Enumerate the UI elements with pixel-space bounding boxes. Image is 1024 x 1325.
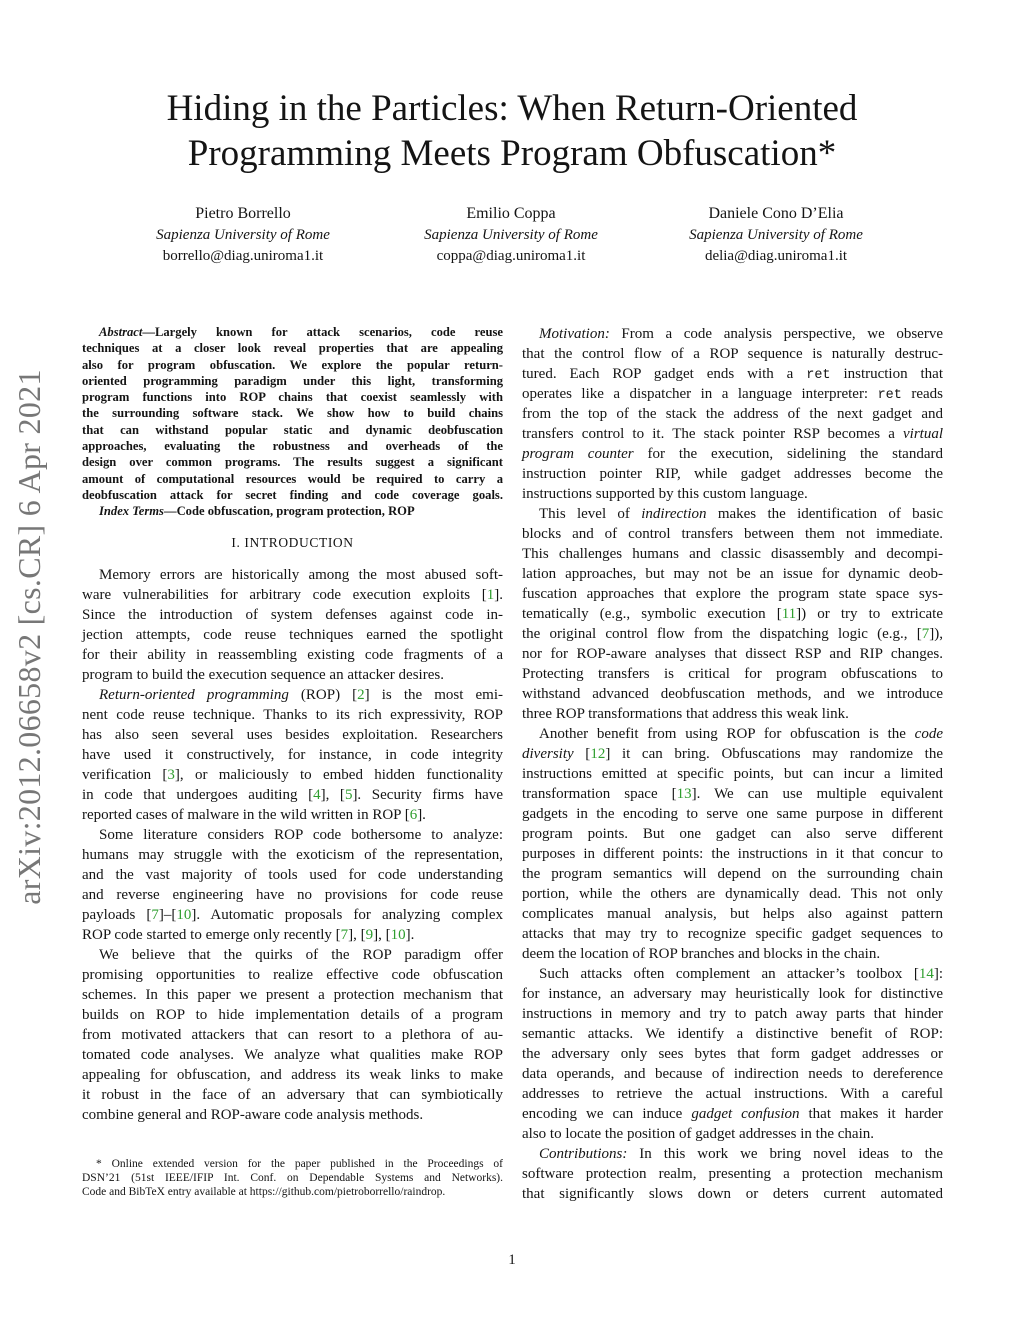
index-terms: Index Terms—Code obfuscation, program protection, ROP [99, 504, 415, 519]
text-line: payloads [7]–[10]. Automatic proposals for analyzing complex [82, 906, 503, 923]
citation-link[interactable]: 9 [365, 926, 374, 943]
text-line: in code that undergoes auditing [4], [5]. Security firms have [82, 786, 503, 803]
citation-link[interactable]: 10 [176, 906, 192, 923]
text-line: Such attacks often complement an attacker’s toolbox [14]: [539, 966, 943, 982]
citation-link[interactable]: 14 [918, 966, 934, 982]
author-block [113, 203, 373, 267]
abstract-line: that can withstand popular static and dynamic deobfuscation [82, 422, 503, 437]
abstract-line: approaches, evaluating the robustness and overheads of the [82, 439, 503, 454]
text-line: Contributions: In this work we bring novel ideas to the [539, 1146, 943, 1162]
citation-link[interactable]: 7 [921, 626, 930, 642]
left-column [82, 324, 503, 1125]
citation-link[interactable]: 2 [357, 686, 365, 703]
text-line: tematically (e.g., symbolic execution [11]) or try to extricate [522, 606, 943, 622]
intro-paragraph-3: Some literature considers ROP code bothersome to analyze: humans may struggle with the exoticism of the representation, and the vast majority of tools used for code understanding and reverse engineering have no provisions for code reuse payloads [7]–[10]. Automatic proposals for analyzing complex ROP code started to emerge only recently [7], [9], [10]. [82, 826, 503, 943]
text-line: transfers control to it. The stack pointer RSP becomes a virtual [522, 426, 943, 442]
abstract-line: amount of computational resources would be required to carry a [82, 471, 503, 486]
text-line: encoding we can induce gadget confusion that makes it harder [522, 1106, 943, 1122]
right-column [522, 324, 943, 1204]
text-line: tured. Each ROP gadget ends with a ret instruction that [522, 366, 943, 383]
text-line: transformation space [13]. We can use multiple equivalent [522, 786, 943, 802]
text-line: operates like a dispatcher in a language interpreter: ret reads [522, 386, 944, 403]
author-email: borrello@diag.uniroma1.it [162, 248, 324, 264]
text-line: Return-oriented programming (ROP) [2] is the most emi- [99, 686, 503, 703]
author-name: Daniele Cono D’Elia [708, 205, 844, 222]
footnote-line: * Online extended version for the paper published in the Proceedings of [96, 1158, 503, 1170]
text-line: Another benefit from using ROP for obfuscation is the code [539, 726, 943, 742]
title-line-1: Hiding in the Particles: When Return-Oriented [166, 88, 858, 129]
abstract-label: Abstract [99, 325, 143, 339]
citation-link[interactable]: 13 [676, 786, 692, 802]
title-line-2: Programming Meets Program Obfuscation* [187, 133, 837, 174]
citation-link[interactable]: 11 [781, 606, 797, 622]
text-line: program counter for the execution, sidelining the standard [522, 446, 943, 462]
footnote-line: Code and BibTeX entry available at https://github.com/pietroborrello/raindrop. [82, 1186, 446, 1198]
text-line: ware vulnerabilities for arbitrary code execution exploits [1]. [82, 586, 503, 603]
motivation-paragraph: Motivation: From a code analysis perspective, we observe that the control flow of a ROP sequence is naturally destruc- tured. Each ROP gadget ends with a ret instruction that operates like a dispatcher in a language interpreter: ret reads from the top of the stack the address of the next gadget and transfers control to it. The stack pointer RSP becomes a virtual program counter for the execution, sidelining the standard instruction pointer RIP, while gadget addresses become the instructions supported by this custom language. [522, 326, 944, 502]
abstract-line: techniques at a closer look reveal properties that are appealing [82, 341, 503, 356]
text-line: Motivation: From a code analysis perspective, we observe [539, 326, 943, 342]
citation-link[interactable]: 1 [486, 586, 495, 603]
intro-paragraph-4: We believe that the quirks of the ROP paradigm offer promising opportunities to realize effective code obfuscation schemes. In this paper we present a protection mechanism that builds on ROP to hide implementation details of a program from motivated attackers that can resort to a plethora of au- tomated code analyses. We analyze what qualities make ROP appealing for obfuscation, and address its weak links to make it robust in the face of an adversary that can symbiotically combine general and ROP-aware code analysis methods. [82, 946, 503, 1123]
author-email: delia@diag.uniroma1.it [704, 248, 848, 264]
abstract-line: oriented programming paradigm under this light, transforming [82, 373, 503, 388]
author-name: Emilio Coppa [466, 205, 556, 222]
citation-link[interactable]: 4 [313, 786, 321, 803]
page-number: 1 [508, 1252, 516, 1268]
abstract-line: deobfuscation attack for secret finding and code coverage goals. [82, 487, 503, 502]
footnote-line: DSN’21 (51st IEEE/IFIP Int. Conf. on Dependable Systems and Networks). [82, 1172, 503, 1184]
citation-link[interactable]: 7 [151, 906, 159, 923]
attacks-paragraph: Such attacks often complement an attacker’s toolbox [14]: for instance, an adversary may heuristically look for distinctive instructions in memory and try to patch away parts that hinder semantic attacks. We identify a distinctive benefit of ROP: the adversary only sees bytes that form gadget addresses or data operands, and because of indirection needs to dereference addresses to retrieve the actual instructions. With a careful encoding we can induce gadget confusion that makes it harder also to locate the position of gadget addresses in the chain. [522, 966, 943, 1142]
section-heading: I. INTRODUCTION [231, 534, 354, 550]
abstract [82, 324, 503, 520]
author-affiliation: Sapienza University of Rome [424, 227, 598, 243]
intro-paragraph-2: Return-oriented programming (ROP) [2] is the most emi- nent code reuse technique. Thanks to its rich expressivity, ROP has also seen several uses besides exploitation. Researchers have used it constructively, for instance, in code integrity verification [3], or maliciously to embed hidden functionality in code that undergoes auditing [4], [5]. Security firms have reported cases of malware in the wild written in ROP [6]. [82, 686, 503, 823]
text-line: diversity [12] it can bring. Obfuscations may randomize the [522, 746, 944, 762]
text-line: This level of indirection makes the identification of basic [539, 506, 943, 522]
abstract-line: Abstract—Largely known for attack scenarios, code reuse [99, 325, 503, 339]
citation-link[interactable]: 3 [167, 766, 175, 783]
footnote [82, 1157, 503, 1199]
arxiv-stamp: arXiv:2012.06658v2 [cs.CR] 6 Apr 2021 [11, 369, 47, 905]
abstract-line: the surrounding software stack. We show how to build chains [82, 406, 503, 421]
citation-link[interactable]: 6 [409, 806, 418, 823]
author-name: Pietro Borrello [195, 205, 291, 222]
contributions-paragraph: Contributions: In this work we bring novel ideas to the software protection realm, presenting a protection mechanism that significantly slows down or deters current automated [522, 1146, 943, 1202]
text-line: ROP code started to emerge only recently [7], [9], [10]. [82, 926, 415, 943]
author-email: coppa@diag.uniroma1.it [436, 248, 586, 264]
author-block [381, 203, 641, 267]
author-block [646, 203, 906, 267]
citation-link[interactable]: 12 [590, 746, 606, 762]
text-line: reported cases of malware in the wild written in ROP [6]. [82, 806, 426, 823]
diversity-paragraph: Another benefit from using ROP for obfuscation is the code diversity [12] it can bring. Obfuscations may randomize the instructions emitted at specific points, but can incur a limited transformation space [13]. We can use multiple equivalent gadgets in the encoding to serve one same purpose in different program points. But one gadget can also serve different purposes in different points: the instructions in it that concur to the program semantics will depend on the surrounding chain portion, while the others are dynamically dead. This not only complicates manual analysis, but helps also against pattern attacks that may try to recognize specific gadget sequences to deem the location of ROP branches and blocks in the chain. [522, 726, 944, 962]
citation-link[interactable]: 5 [344, 786, 353, 803]
indirection-paragraph: This level of indirection makes the identification of basic blocks and of control transfers between them not immediate. This challenges humans and classic disassembly and decompi- lation approaches, but may not be an issue for dynamic deob- fuscation approaches that explore the program state space sys- tematically (e.g., symbolic execution [11]) or try to extricate the original control flow from the dispatching logic (e.g., [7]), nor for ROP-aware analyses that dissect RSP and RIP changes. Protecting transfers is critical for program obfuscations to withstand advanced deobfuscation methods, and we introduce three ROP transformations that address this weak link. [522, 506, 943, 722]
abstract-line: design over common programs. The results suggest a significant [82, 455, 503, 470]
text-line: verification [3], or maliciously to embed hidden functionality [82, 766, 503, 783]
index-terms-label: Index Terms [99, 504, 164, 519]
abstract-line: program functions into ROP chains that coexist seamlessly with [82, 390, 503, 405]
paper-title [100, 86, 924, 176]
intro-paragraph-1: Memory errors are historically among the most abused soft- ware vulnerabilities for arbitrary code execution exploits [1]. Since the introduction of system defenses against code in- jection attempts, code reuse techniques earned the spotlight for their ability in reassembling existing code fragments of a program to build the execution sequence an attacker desires. [82, 566, 503, 683]
author-affiliation: Sapienza University of Rome [689, 227, 863, 243]
citation-link[interactable]: 7 [340, 926, 349, 943]
abstract-line: also for program obfuscation. We explore the popular return- [82, 357, 503, 372]
author-affiliation: Sapienza University of Rome [156, 227, 330, 243]
citation-link[interactable]: 10 [390, 926, 406, 943]
text-line: the original control flow from the dispatching logic (e.g., [7]), [522, 626, 943, 642]
